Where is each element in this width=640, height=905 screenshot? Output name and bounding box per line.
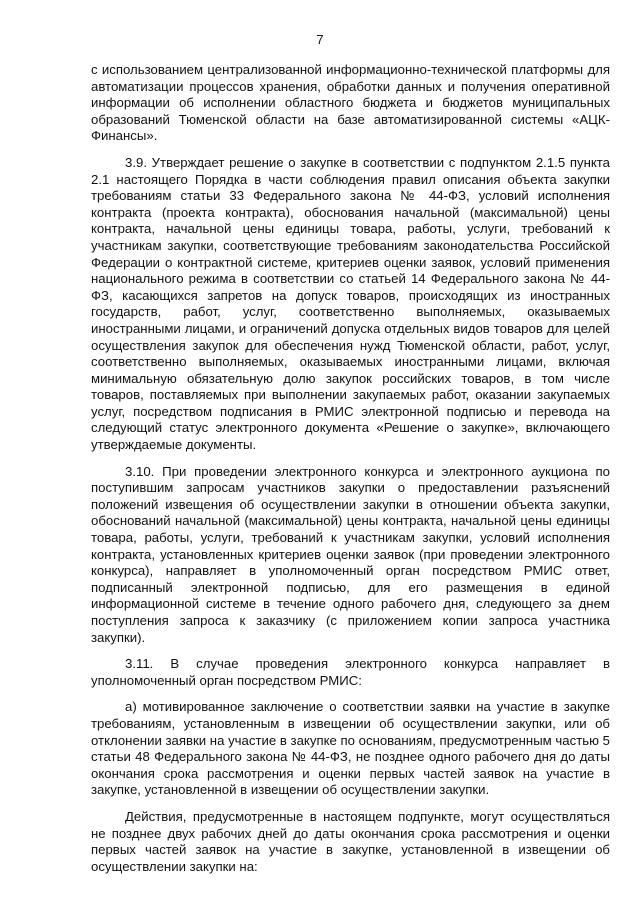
- paragraph-continuation: с использованием централизованной информационно-технической платформы для автоматизации процессов хранения, обработки данных и получения оперативной информации об исполнении областного бюджета и бюджетов муниципальных образований Тюменской области на базе автоматизированной системы «АЦК-Финансы».: [91, 62, 610, 144]
- page-number: 7: [316, 32, 324, 47]
- paragraph-3-10: 3.10. При проведении электронного конкурса и электронного аукциона по поступившим запросам участников закупки о предоставлении разъяснений положений извещения об осуществлении закупки в отношении объекта закупки, обоснований начальной (максимальной) цены контракта, начальной цены единицы товара, работы, услуги, требований к участникам закупки, условий исполнения контракта, установленных критериев оценки заявок (при проведении электронного конкурса), направляет в уполномоченный орган посредством РМИС ответ, подписанный электронной подписью, для его размещения в единой информационной системе в течение одного рабочего дня, следующего за днем поступления запроса к заказчику (с приложением копии запроса участника закупки).: [91, 463, 610, 645]
- document-body: [91, 62, 610, 885]
- paragraph-3-9: 3.9. Утверждает решение о закупке в соответствии с подпунктом 2.1.5 пункта 2.1 настоящего Порядка в части соблюдения правил описания объекта закупки требованиям статьи 33 Федерального закона № 44-ФЗ, условий исполнения контракта (проекта контракта), обоснования начальной (максимальной) цены контракта, начальной цены единицы товара, работы, услуги, требований к участникам закупки, соответствующие требованиям законодательства Российской Федерации о контрактной системе, критериев оценки заявок, условий применения национального режима в соответствии со статьей 14 Федерального закона № 44-ФЗ, касающихся запретов на допуск товаров, происходящих из иностранных государств, работ, услуг, соответственно выполняемых, оказываемых иностранными лицами, и ограничений допуска отдельных видов товаров для целей осуществления закупок для обеспечения нужд Тюменской области, работ, услуг, соответственно выполняемых, оказываемых иностранными лицами, включая минимальную обязательную долю закупок российских товаров, в том числе товаров, поставляемых при выполнении закупаемых работ, оказании закупаемых услуг, посредством подписания в РМИС электронной подписью и перевода на следующий статус электронного документа «Решение о закупке», включающего утверждаемые документы.: [91, 154, 610, 453]
- paragraph-3-11-a: а) мотивированное заключение о соответствии заявки на участие в закупке требованиям, установленным в извещении об осуществлении закупки, или об отклонении заявки на участие в закупке по основаниям, предусмотренным частью 5 статьи 48 Федерального закона № 44-ФЗ, не позднее одного рабочего дня до даты окончания срока рассмотрения и оценки первых частей заявок на участие в закупке, установленной в извещении об осуществлении закупки.: [91, 699, 611, 798]
- paragraph-3-11: 3.11. В случае проведения электронного конкурса направляет в уполномоченный орган посредством РМИС:: [91, 656, 610, 688]
- paragraph-actions: Действия, предусмотренные в настоящем подпункте, могут осуществляться не позднее двух рабочих дней до даты окончания срока рассмотрения и оценки первых частей заявок на участие в закупке, установленной в извещении об осуществлении закупки на:: [91, 808, 610, 874]
